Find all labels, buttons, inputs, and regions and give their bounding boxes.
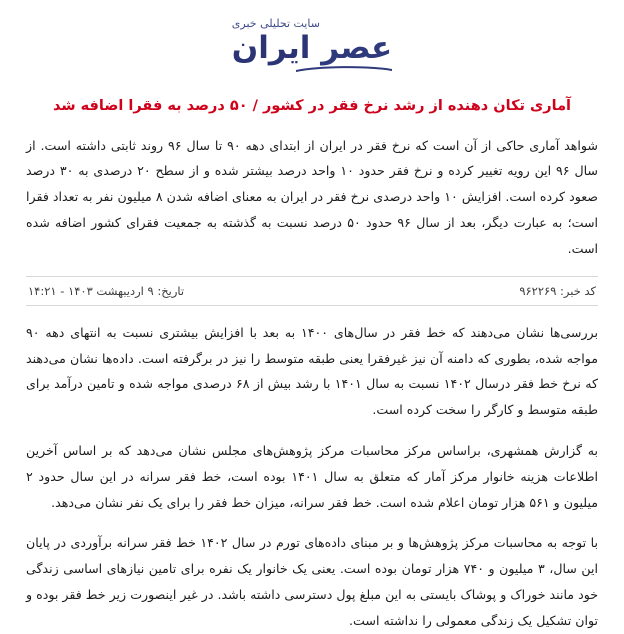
page-title: آماری تکان دهنده از رشد نرخ فقر در کشور / ۵۰ درصد به فقرا اضافه شد — [52, 98, 572, 114]
article-paragraph: به گزارش همشهری، براساس مرکز محاسبات مرکز پژوهش‌های مجلس نشان می‌دهد که بر اساس آخرین اطلاعات هزینه خانوار مرکز آمار که متعلق به سال ۱۴۰۱ بوده است، خط فقر سرانه در این سال حدود ۲ میلیون و ۵۶۱ هزار تومان اعلام شده است. خط فقر سرانه، میزان خط فقر را برای یک نفر نشان می‌دهد. — [26, 442, 598, 510]
news-code-value: ۹۶۲۲۶۹ — [519, 283, 557, 298]
news-code — [519, 284, 596, 298]
logo-text-group — [232, 18, 392, 72]
article-meta — [26, 276, 598, 306]
site-tagline: سایت تحلیلی خبری — [231, 17, 320, 30]
publish-date-value: ۹ اردیبهشت ۱۴۰۳ - ۱۴:۲۱ — [28, 283, 154, 298]
article-lead: شواهد آماری حاکی از آن است که نرخ فقر در ایران از ابتدای دهه ۹۰ تا سال ۹۶ روند ثابتی داشته است. از سال ۹۶ این رویه تغییر کرده و نرخ فقر حدود ۱۰ واحد درصد بیشتر شده و از سطح ۲۰ درصدی به ۳۰ درصد صعود کرده است. افزایش ۱۰ واحد درصدی نرخ فقر در ایران به معنای اضافه شدن ۸ میلیون نفر به تعداد فقرا است؛ به عبارت دیگر، بعد از سال ۹۶ حدود ۵۰ درصد نسبت به گذشته به جمعیت فقرای کشور اضافه شده است. — [26, 137, 599, 256]
article-body — [26, 320, 598, 634]
publish-date — [28, 284, 184, 298]
news-code-label: کد خبر: — [560, 283, 596, 298]
site-name — [231, 30, 393, 66]
publish-date-label: تاریخ: — [157, 283, 185, 298]
swoosh-underline-icon — [296, 66, 392, 72]
article-paragraph: با توجه به محاسبات مرکز پژوهش‌ها و بر مبنای داده‌های تورم در سال ۱۴۰۲ خط فقر سرانه برآوردی در پایان این سال، ۳ میلیون و ۷۴۰ هزار تومان بوده است. یعنی یک خانوار یک نفره برای تامین نیازهای اساسی زندگی خود مانند خوراک و پوشاک بایستی به این مبلغ پول دسترسی داشته باشد. در غیر اینصورت زیر خط فقر بوده و توان تشکیل یک زندگی معمولی را نداشته است. — [26, 535, 598, 628]
logo-block[interactable] — [232, 18, 392, 72]
article-paragraph: بررسی‌ها نشان می‌دهند که خط فقر در سال‌های ۱۴۰۰ به بعد با افزایش بیشتری نسبت به انتهای دهه ۹۰ مواجه شده، بطوری که دامنه آن نیز غیرفقرا یعنی طبقه متوسط را نیز در برگرفته است. داده‌ها نشان می‌دهند که نرخ خط فقر درسال ۱۴۰۲ نسبت به سال ۱۴۰۱ با رشد بیش از ۶۸ درصدی مواجه شده و تامین درآمد برای طبقه متوسط و کارگر را سخت کرده است. — [26, 324, 599, 418]
site-name-part2: ایران — [231, 30, 311, 66]
site-name-part1: عصر — [321, 30, 393, 66]
site-masthead — [26, 0, 598, 78]
